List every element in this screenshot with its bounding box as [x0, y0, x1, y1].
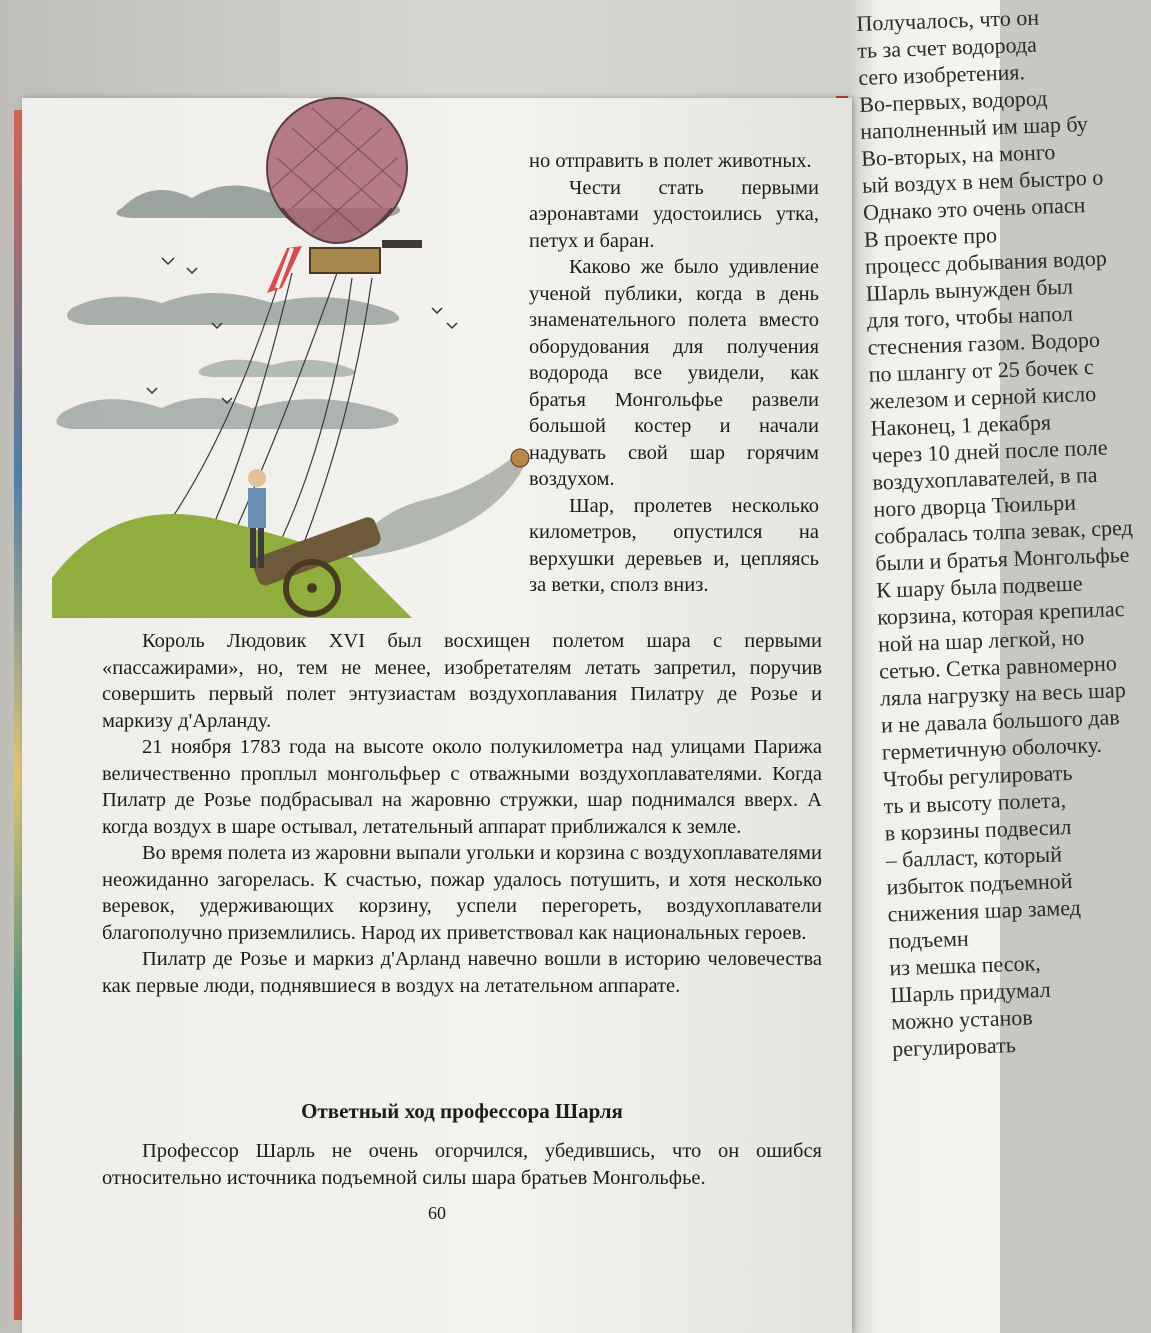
right-page-line: и не давала большого дав — [880, 704, 1121, 738]
right-page-line: ть за счет водорода — [856, 31, 1038, 63]
right-page-line: ного дворца Тюильри — [872, 489, 1077, 522]
col-paragraph: но отправить в полет животных. — [529, 150, 812, 172]
balloon-cannon-illustration — [52, 98, 522, 618]
right-page-line: корзина, которая крепилас — [876, 596, 1125, 630]
right-page-line: снижения шар замед — [887, 894, 1082, 927]
right-page-line: через 10 дней после поле — [871, 434, 1108, 468]
paragraph: Во время полета из жаровни выпали угольки и корзина с воздухоплавателями неожиданно загорелась. К счастью, пожар удалось потушить, и хотя несколько веревок, удерживающих корзину, успели перегореть, воздухоплаватели благополучно приземлились. Народ их приветствовал как национальных героев. — [102, 842, 822, 944]
page-number: 60 — [428, 1203, 446, 1223]
col-paragraph: Чести стать первыми аэронавтами удостоились утка, петух и баран. — [529, 176, 819, 252]
right-page-line: по шлангу от 25 бочек с — [868, 353, 1095, 387]
right-page-line: из мешка песок, — [889, 950, 1042, 981]
right-page-line: наполненный им шар бу — [859, 110, 1089, 144]
right-page-line: Наконец, 1 декабря — [870, 409, 1052, 441]
right-page-line: К шару была подвеше — [875, 570, 1083, 603]
right-page-line: можно установ — [890, 1004, 1034, 1035]
right-page-line: избыток подъемной — [886, 867, 1073, 900]
right-page-line: процесс добывания водор — [864, 245, 1108, 279]
right-page-line: сего изобретения. — [857, 59, 1026, 90]
cannonball — [511, 449, 529, 467]
right-page-line: стеснения газом. Водоро — [867, 326, 1101, 360]
right-page-line: ть и высоту полета, — [883, 787, 1067, 819]
paragraph: Пилатр де Розье и маркиз д'Арланд навечно вошли в историю человечества как первые люди, поднявшиеся в воздух на летательном аппарате. — [102, 948, 822, 997]
right-page-line: были и братья Монгольфье — [874, 541, 1130, 576]
right-page-line: воздухоплавателей, в па — [872, 461, 1098, 495]
body-text-after-heading — [102, 1138, 822, 1191]
right-page-line: сетью. Сетка равномерно — [878, 650, 1118, 684]
right-page-line: Шарль придумал — [889, 976, 1052, 1008]
birds — [147, 258, 457, 403]
body-text — [102, 628, 822, 999]
left-page — [22, 98, 852, 1333]
paragraph: 21 ноября 1783 года на высоте около полукилометра над улицами Парижа величественно проплыл монгольфьер с отважными воздухоплавателями. Когда Пилатр де Розье подбрасывал на жаровню стружки, шар поднимался вверх. А когда воздух в шаре остывал, летательный аппарат приближался к земле. — [102, 736, 822, 838]
right-page-line: Однако это очень опасн — [862, 192, 1086, 225]
col-paragraph: Шар, пролетев несколько километров, опустился на верхушки деревьев и, цепляясь за ветки, сполз вниз. — [529, 494, 819, 596]
paragraph: Король Людовик XVI был восхищен полетом шара с первыми «пассажирами», но, тем не менее, изобретателям летать запретил, поручив совершить первый полет энтузиастам воздухоплавания Пилатру де Розье и маркизу д'Арланду. — [102, 630, 822, 732]
right-page — [848, 0, 1134, 1333]
right-page-text — [856, 1, 1143, 1062]
gondola — [310, 248, 380, 273]
right-page-line: – балласт, который — [885, 841, 1063, 873]
col-paragraph: Каково же было удивление ученой публики, когда в день знаменательного полета вместо оборудования для получения водорода все увидели, как братья Монгольфье развели большой костер и начали надувать свой шар горячим воздухом. — [529, 256, 819, 490]
section-heading: Ответный ход профессора Шарля — [301, 1099, 623, 1123]
text-column-right — [529, 148, 819, 599]
right-page-line: подъемн — [888, 925, 970, 954]
right-page-line: ляла нагрузку на весь шар — [879, 677, 1127, 711]
right-page-line: Во-первых, водород — [858, 85, 1048, 117]
right-page-line: В проекте про — [863, 222, 998, 252]
right-page-line: Шарль вынужден был — [865, 273, 1074, 306]
right-page-line: собралась толпа зевак, сред — [873, 514, 1134, 549]
right-page-line: Чтобы регулировать — [882, 759, 1073, 792]
right-page-line: ной на шар легкой, но — [877, 624, 1085, 657]
right-page-line: регулировать — [891, 1032, 1017, 1062]
right-page-line: железом и серной кисло — [869, 380, 1097, 414]
paragraph: Профессор Шарль не очень огорчился, убедившись, что он ошибся относительно источника подъемной силы шара братьев Монгольфье. — [102, 1140, 822, 1189]
right-page-line: ый воздух в нем быстро о — [861, 164, 1104, 198]
right-page-line: Получалось, что он — [856, 4, 1040, 36]
right-page-line: Во-вторых, на монго — [860, 139, 1056, 171]
right-page-line: для того, чтобы напол — [866, 300, 1074, 333]
right-page-line: в корзины подвесил — [884, 813, 1072, 846]
right-page-line: герметичную оболочку. — [881, 731, 1103, 765]
